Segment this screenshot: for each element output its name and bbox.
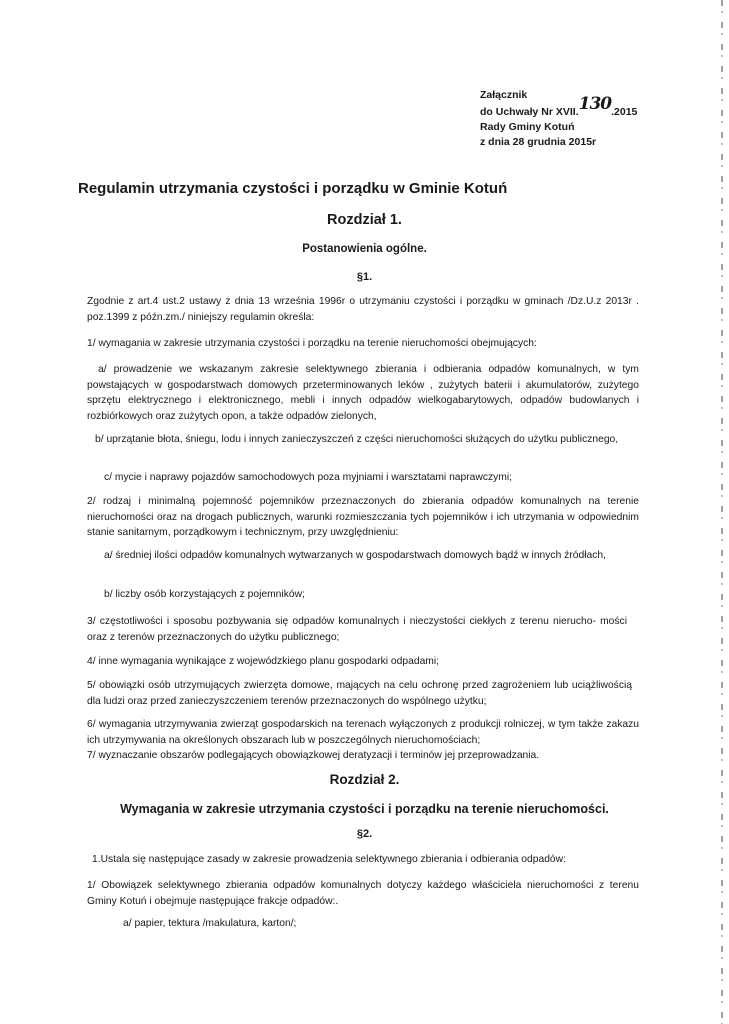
- item-5: 5/ obowiązki osób utrzymujących zwierzęta domowe, mających na celu ochronę przed zagrożeniem lub uciążliwością dla ludzi oraz przed zanieczyszczeniem terenów przeznaczonych do wspólnego użytku;: [87, 680, 632, 707]
- chapter-1-subtitle: Postanowienia ogólne.: [302, 243, 427, 255]
- section-2-subitem-1: 1/ Obowiązek selektywnego zbierania odpadów komunalnych dotyczy każdego właściciela nieruchomości z terenu Gminy Kotuń i obejmuje następujące frakcje odpadów:.: [87, 880, 639, 907]
- chapter-2-heading: Rozdział 2.: [329, 772, 400, 787]
- item-1a: a/ prowadzenie we wskazanym zakresie selektywnego zbierania i odbierania odpadów komunalnych, w tym powstających w gospodarstwach domowych przeterminowanych leków , zużytych baterii i akumulatorów, zużytego sprzętu elektrycznego i elektronicznego, mebli i innych odpadów wielkogabarytowych, odpadów budowlanych i rozbiórkowych oraz zużytych opon, a także odpadów zielonych,: [87, 364, 639, 422]
- council-name: Rady Gminy Kotuń: [480, 121, 575, 133]
- document-title: Regulamin utrzymania czystości i porządku w Gminie Kotuń: [78, 180, 508, 197]
- section-1-heading: §1.: [356, 271, 373, 283]
- item-7: 7/ wyznaczanie obszarów podlegających obowiązkowej deratyzacji i terminów jej przeprowadzania.: [87, 750, 540, 761]
- chapter-2-subtitle: Wymagania w zakresie utrzymania czystości i porządku na terenie nieruchomości.: [120, 802, 609, 816]
- item-6: 6/ wymagania utrzymywania zwierząt gospodarskich na terenach wyłączonych z produkcji rolniczej, w tym także zakazu ich utrzymywania na określonych obszarach lub w poszczególnych nieruchomościach;: [87, 719, 639, 746]
- item-2: 2/ rodzaj i minimalną pojemność pojemników przeznaczonych do zbierania odpadów komunalnych na terenie nieruchomości oraz na drogach publicznych, warunki rozmieszczania tych pojemników i ich utrzymania w odpowiednim stanie sanitarnym, porządkowym i technicznym, przy uwzględnieniu:: [87, 496, 639, 538]
- scan-edge: [721, 0, 723, 1024]
- resolution-prefix: do Uchwały Nr XVII.: [480, 106, 579, 118]
- attachment-label: Załącznik: [480, 89, 528, 101]
- intro-paragraph: Zgodnie z art.4 ust.2 ustawy z dnia 13 września 1996r o utrzymaniu czystości i porządku w gminach /Dz.U.z 2013r . poz.1399 z późn.zm./ niniejszy regulamin określa:: [87, 296, 639, 323]
- handwritten-number: 130: [578, 94, 612, 114]
- attachment-header: [480, 88, 680, 150]
- item-1c: c/ mycie i naprawy pojazdów samochodowych poza myjniami i warsztatami naprawczymi;: [104, 472, 513, 483]
- item-1: 1/ wymagania w zakresie utrzymania czystości i porządku na terenie nieruchomości obejmujących:: [87, 338, 537, 349]
- item-4: 4/ inne wymagania wynikające z wojewódzkiego planu gospodarki odpadami;: [87, 656, 440, 667]
- section-2-heading: §2.: [356, 828, 373, 840]
- section-2-subitem-1a: a/ papier, tektura /makulatura, karton/;: [123, 918, 297, 929]
- resolution-date: z dnia 28 grudnia 2015r: [480, 136, 597, 148]
- section-2-item-1: 1.Ustala się następujące zasady w zakresie prowadzenia selektywnego zbierania i odbierania odpadów:: [92, 854, 566, 865]
- resolution-year: .2015: [611, 106, 638, 118]
- item-2a: a/ średniej ilości odpadów komunalnych wytwarzanych w gospodarstwach domowych bądź w innych źródłach,: [104, 550, 606, 561]
- chapter-1-heading: Rozdział 1.: [327, 212, 402, 228]
- item-2b: b/ liczby osób korzystających z pojemników;: [104, 589, 305, 600]
- item-3: 3/ częstotliwości i sposobu pozbywania się odpadów komunalnych i nieczystości ciekłych z terenu nierucho- mości oraz z terenów przeznaczonych do użytku publicznego;: [87, 616, 627, 643]
- item-1b: b/ uprzątanie błota, śniegu, lodu i innych zanieczyszczeń z części nieruchomości służących do użytku publicznego,: [95, 434, 619, 445]
